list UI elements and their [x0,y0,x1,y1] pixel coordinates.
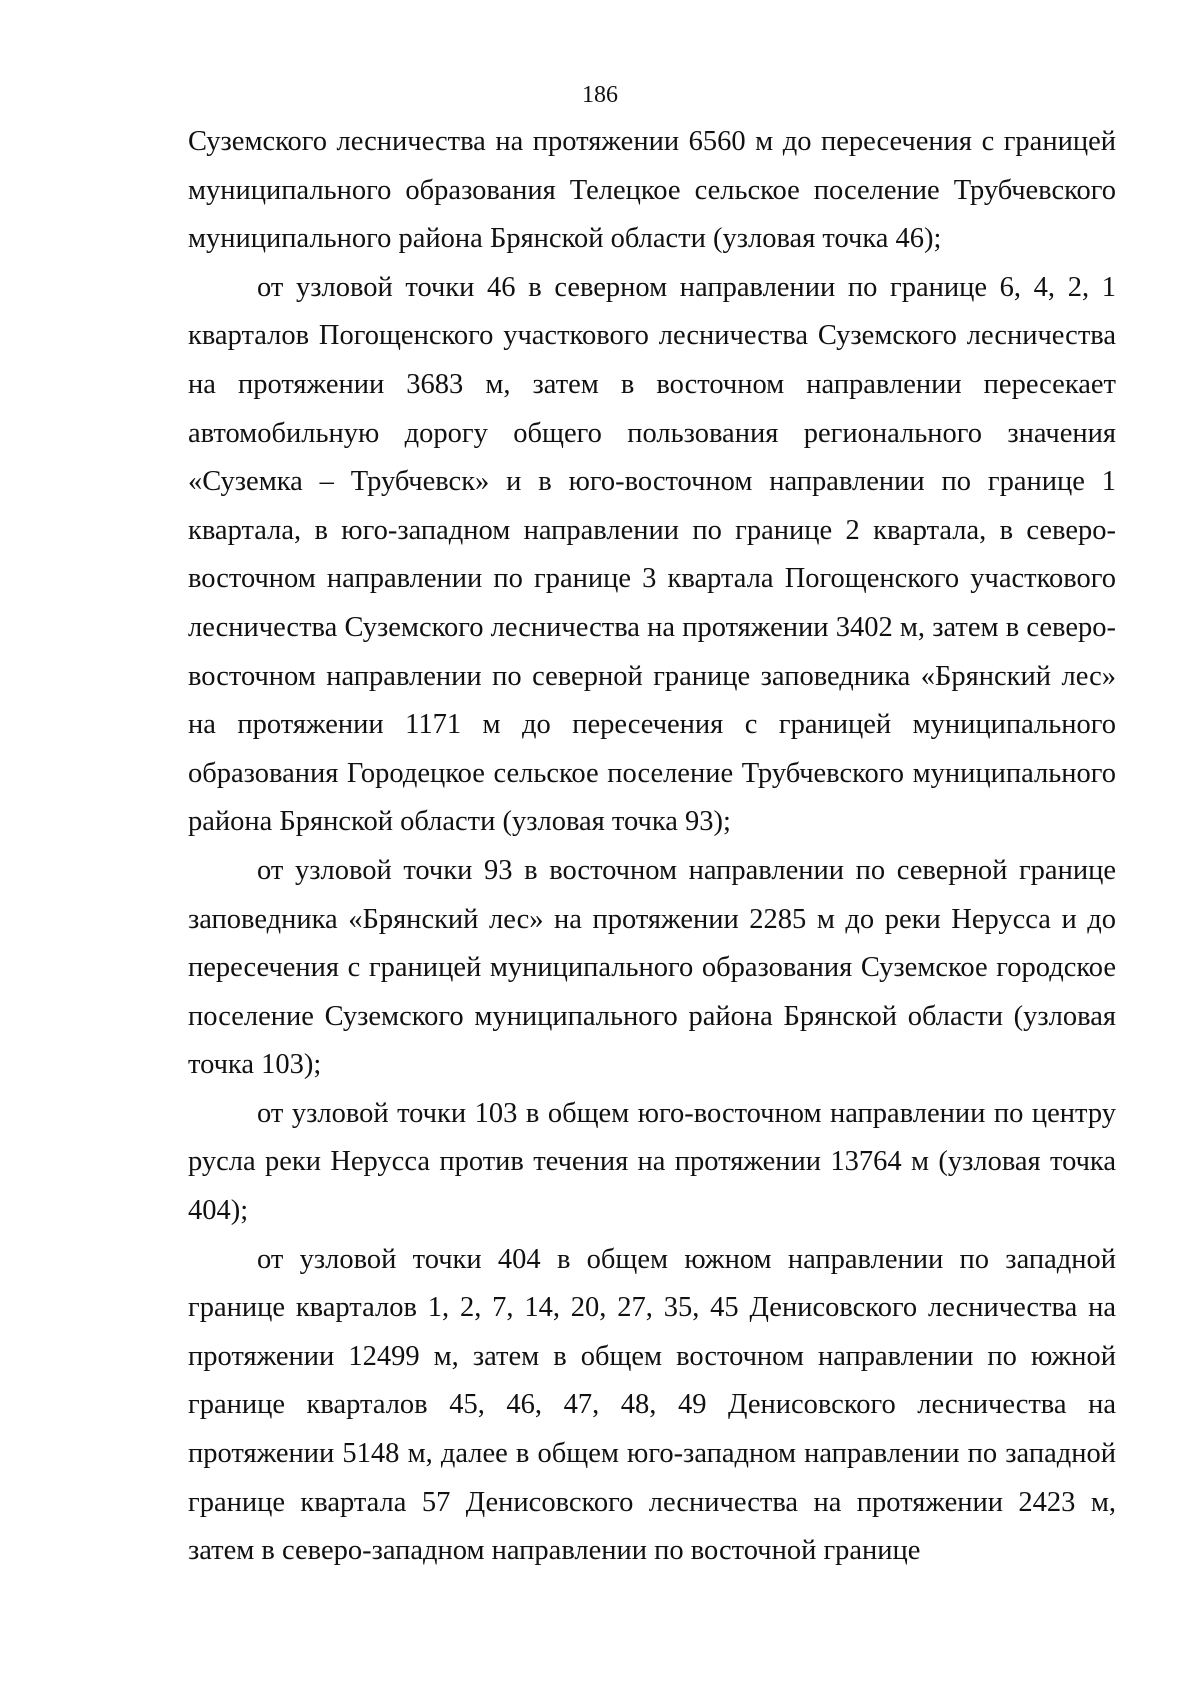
document-body [188,118,1116,1576]
paragraph-3: от узловой точки 93 в восточном направлении по северной границе заповедника «Брянский лес» на протяжении 2285 м до реки Нерусса и до пересечения с границей муниципального образования Суземское городское поселение Суземского муниципального района Брянской области (узловая точка 103); [188,854,1116,1081]
paragraph-5: от узловой точки 404 в общем южном направлении по западной границе кварталов 1, 2, 7, 14, 20, 27, 35, 45 Денисовского лесничества на протяжении 12499 м, затем в общем восточном направлении по южной границе кварталов 45, 46, 47, 48, 49 Денисовского лесничества на протяжении 5148 м, далее в общем юго-западном направлении по западной границе квартала 57 Денисовского лесничества на протяжении 2423 м, затем в северо-западном направлении по восточной границе [188,1243,1116,1567]
page-number: 186 [582,82,618,108]
paragraph-2: от узловой точки 46 в северном направлении по границе 6, 4, 2, 1 кварталов Погощенского участкового лесничества Суземского лесничества на протяжении 3683 м, затем в восточном направлении пересекает автомобильную дорогу общего пользования регионального значения «Суземка – Трубчевск» и в юго-восточном направлении по границе 1 квартала, в юго-западном направлении по границе 2 квартала, в северо-восточном направлении по границе 3 квартала Погощенского участкового лесничества Суземского лесничества на протяжении 3402 м, затем в северо-восточном направлении по северной границе заповедника «Брянский лес» на протяжении 1171 м до пересечения с границей муниципального образования Городецкое сельское поселение Трубчевского муниципального района Брянской области (узловая точка 93); [188,271,1116,838]
paragraph-1: Суземского лесничества на протяжении 6560 м до пересечения с границей муниципального образования Телецкое сельское поселение Трубчевского муниципального района Брянской области (узловая точка 46); [188,126,1116,255]
paragraph-4: от узловой точки 103 в общем юго-восточном направлении по центру русла реки Нерусса против течения на протяжении 13764 м (узловая точка 404); [188,1097,1116,1227]
